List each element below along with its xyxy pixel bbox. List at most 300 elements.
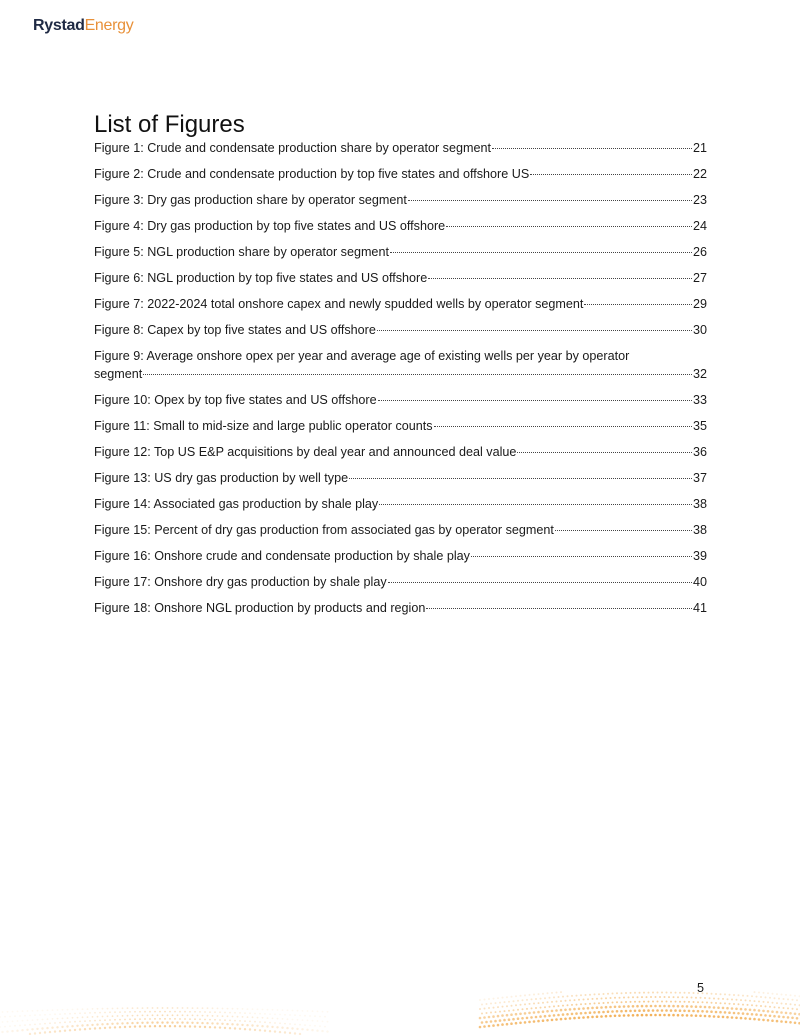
decorative-dot: [609, 1015, 612, 1018]
decorative-dot: [87, 1016, 89, 1018]
decorative-dot: [643, 1009, 646, 1012]
list-of-figures: [94, 140, 707, 626]
decorative-dot: [526, 1017, 529, 1020]
decorative-dot: [619, 997, 621, 999]
decorative-dot: [724, 1002, 726, 1004]
decorative-dot: [767, 1001, 769, 1003]
decorative-dot: [24, 1015, 26, 1017]
decorative-dot: [64, 1013, 66, 1015]
decorative-dot: [720, 993, 722, 995]
decorative-dot: [749, 1009, 752, 1012]
toc-entry[interactable]: [94, 470, 707, 486]
decorative-dot: [711, 1002, 713, 1004]
decorative-dot: [187, 1007, 189, 1009]
decorative-dot: [199, 1011, 201, 1013]
decorative-dot: [488, 1007, 490, 1009]
toc-entry[interactable]: [94, 348, 707, 382]
decorative-dot: [774, 1006, 776, 1008]
toc-entry-text: Figure 9: Average onshore opex per year and average age of existing wells per year by operator: [94, 349, 630, 363]
decorative-dot: [634, 1010, 637, 1013]
decorative-dot: [495, 1011, 497, 1013]
decorative-dot: [169, 1011, 171, 1013]
decorative-dot: [227, 1015, 229, 1017]
decorative-dot: [493, 998, 495, 1000]
decorative-dot: [758, 1001, 760, 1003]
decorative-dot: [111, 1023, 113, 1025]
decorative-dot: [4, 1016, 6, 1018]
decorative-dot: [262, 1017, 264, 1019]
decorative-dot: [202, 1007, 204, 1009]
decorative-dot: [641, 1005, 644, 1008]
decorative-dot: [490, 1003, 492, 1005]
decorative-dot: [151, 1021, 153, 1023]
toc-entry-text: Figure 1: Crude and condensate production share by operator segment: [94, 141, 491, 155]
toc-page-number: 21: [692, 141, 707, 155]
decorative-dot: [713, 1006, 716, 1009]
toc-entry[interactable]: [94, 496, 707, 512]
decorative-dot: [630, 1001, 632, 1003]
decorative-dot: [186, 1022, 188, 1024]
decorative-dot: [241, 1024, 243, 1026]
toc-entry[interactable]: [94, 548, 707, 564]
decorative-dot: [785, 1003, 787, 1005]
decorative-dot: [629, 1010, 632, 1013]
decorative-dot: [564, 1018, 567, 1021]
decorative-dot: [733, 1003, 735, 1005]
decorative-dot: [751, 995, 753, 997]
decorative-dot: [121, 1022, 123, 1024]
decorative-dot: [607, 993, 609, 995]
decorative-dot: [506, 1014, 509, 1017]
toc-entry[interactable]: [94, 166, 707, 182]
decorative-dot: [74, 1021, 76, 1023]
decorative-dot: [499, 1019, 502, 1022]
decorative-dot: [492, 1024, 495, 1027]
decorative-dot: [592, 998, 594, 1000]
decorative-dot: [630, 992, 632, 994]
decorative-dot: [247, 1008, 249, 1010]
decorative-dot: [533, 994, 535, 996]
decorative-dot: [778, 998, 780, 1000]
decorative-dot: [12, 1011, 14, 1013]
decorative-dot: [623, 997, 625, 999]
decorative-dot: [659, 1014, 662, 1017]
decorative-dot: [224, 1012, 226, 1014]
decorative-dot: [731, 1016, 734, 1019]
decorative-dot: [99, 1020, 101, 1022]
toc-entry[interactable]: [94, 418, 707, 434]
decorative-dot: [533, 1020, 536, 1023]
decorative-dot: [746, 1013, 749, 1016]
decorative-dot: [535, 1016, 538, 1019]
decorative-dot: [683, 1010, 686, 1013]
toc-page-number: 23: [692, 193, 707, 207]
decorative-dot: [81, 1024, 83, 1026]
decorative-dot: [4, 1026, 6, 1028]
decorative-dot: [789, 1021, 792, 1024]
decorative-dot: [112, 1015, 114, 1017]
toc-page-number: 33: [692, 393, 707, 407]
decorative-dot: [102, 1008, 104, 1010]
decorative-dot: [164, 1025, 166, 1027]
decorative-dot: [650, 1014, 653, 1017]
decorative-dot: [42, 1019, 44, 1021]
decorative-dot: [501, 1014, 504, 1017]
decorative-dot: [54, 1022, 56, 1024]
decorative-dot: [227, 1008, 229, 1010]
decorative-dot: [69, 1021, 71, 1023]
decorative-dot: [508, 1010, 510, 1012]
decorative-dot: [109, 1011, 111, 1013]
decorative-dot: [623, 1014, 626, 1017]
decorative-dot: [137, 1007, 139, 1009]
decorative-dot: [304, 1015, 306, 1017]
decorative-dot: [56, 1026, 58, 1028]
toc-entry[interactable]: [94, 522, 707, 538]
decorative-dot: [169, 1018, 171, 1020]
decorative-dot: [605, 1015, 608, 1018]
decorative-dot: [199, 1026, 201, 1028]
decorative-dot: [711, 993, 713, 995]
decorative-dot: [37, 1019, 39, 1021]
toc-entry-text-continued: segment: [94, 367, 143, 381]
decorative-dot: [74, 1029, 76, 1031]
decorative-dot: [294, 1024, 296, 1026]
decorative-dot: [506, 996, 508, 998]
decorative-dot: [621, 1001, 623, 1003]
decorative-dot: [497, 1006, 499, 1008]
decorative-dot: [281, 1027, 283, 1029]
decorative-dot: [194, 1011, 196, 1013]
toc-entry-text: Figure 4: Dry gas production by top five states and US offshore: [94, 219, 446, 233]
decorative-dot: [796, 1008, 798, 1010]
decorative-dot: [738, 994, 740, 996]
toc-entry[interactable]: [94, 444, 707, 460]
decorative-dot: [558, 996, 560, 998]
decorative-dot: [539, 1015, 542, 1018]
toc-page-number: 38: [692, 497, 707, 511]
decorative-dot: [535, 1007, 537, 1009]
decorative-dot: [117, 1008, 119, 1010]
decorative-dot: [147, 1007, 149, 1009]
decorative-dot: [571, 1004, 573, 1006]
decorative-dot: [520, 1004, 522, 1006]
decorative-dot: [144, 1011, 146, 1013]
decorative-dot: [519, 1022, 522, 1025]
decorative-dot: [327, 1011, 329, 1013]
decorative-dot: [129, 1011, 131, 1013]
decorative-dot: [522, 1008, 524, 1010]
decorative-dot: [596, 1006, 599, 1009]
decorative-dot: [319, 1016, 321, 1018]
decorative-dot: [656, 1009, 659, 1012]
decorative-dot: [122, 1015, 124, 1017]
decorative-dot: [776, 1020, 779, 1023]
toc-entry[interactable]: [94, 270, 707, 286]
decorative-dot: [214, 1026, 216, 1028]
decorative-dot: [720, 1002, 722, 1004]
decorative-dot: [610, 997, 612, 999]
decorative-dot: [551, 1001, 553, 1003]
decorative-dot: [555, 1018, 558, 1021]
decorative-dot: [9, 1016, 11, 1018]
decorative-dot: [771, 1010, 774, 1013]
toc-page-number: 26: [692, 245, 707, 259]
decorative-dot: [101, 1023, 103, 1025]
decorative-dot: [167, 1007, 169, 1009]
decorative-dot: [776, 1011, 779, 1014]
decorative-dot: [648, 992, 650, 994]
decorative-dot: [321, 1030, 323, 1032]
decorative-dot: [517, 1000, 519, 1002]
decorative-dot: [490, 1020, 493, 1023]
decorative-dot: [506, 1023, 509, 1026]
decorative-dot: [549, 997, 551, 999]
decorative-dot: [147, 1015, 149, 1017]
decorative-dot: [524, 994, 526, 996]
decorative-dot: [292, 1019, 294, 1021]
decorative-dot: [49, 1031, 51, 1033]
decorative-dot: [229, 1020, 231, 1022]
decorative-dot: [181, 1021, 183, 1023]
decorative-dot: [724, 1011, 727, 1014]
decorative-dot: [769, 997, 771, 999]
toc-entry[interactable]: [94, 392, 707, 408]
decorative-dot: [12, 1021, 14, 1023]
toc-entry[interactable]: [94, 244, 707, 260]
decorative-dot: [164, 1018, 166, 1020]
decorative-dot: [167, 1014, 169, 1016]
toc-entry-text: Figure 3: Dry gas production share by operator segment: [94, 193, 407, 207]
decorative-dot: [616, 992, 618, 994]
decorative-dot: [493, 1007, 495, 1009]
decorative-dot: [576, 1004, 578, 1006]
decorative-dot: [589, 1003, 591, 1005]
dot-leader: [377, 329, 692, 331]
decorative-dot: [481, 1021, 484, 1024]
toc-page-number: 24: [692, 219, 707, 233]
decorative-dot: [553, 996, 555, 998]
decorative-dot: [297, 1010, 299, 1012]
decorative-dot: [39, 1032, 41, 1034]
decorative-dot: [244, 1020, 246, 1022]
decorative-dot: [62, 1009, 64, 1011]
decorative-dot: [484, 999, 486, 1001]
decorative-dot: [538, 993, 540, 995]
decorative-dot: [584, 1012, 587, 1015]
decorative-dot: [704, 997, 706, 999]
dot-leader: [143, 373, 692, 375]
decorative-dot: [677, 996, 679, 998]
decorative-dot: [701, 1010, 704, 1013]
decorative-dot: [221, 1023, 223, 1025]
decorative-dot: [177, 1007, 179, 1009]
dot-leader: [471, 555, 692, 557]
company-logo: [33, 16, 133, 36]
toc-entry[interactable]: [94, 322, 707, 338]
decorative-dot: [174, 1025, 176, 1027]
decorative-dot: [239, 1028, 241, 1030]
decorative-dot: [292, 1010, 294, 1012]
decorative-dot: [197, 1015, 199, 1017]
toc-entry[interactable]: [94, 600, 707, 616]
decorative-dot: [234, 1020, 236, 1022]
decorative-dot: [637, 996, 639, 998]
decorative-dot: [580, 1012, 583, 1015]
decorative-dot: [666, 1001, 668, 1003]
decorative-dot: [763, 992, 765, 994]
decorative-dot: [632, 1014, 635, 1017]
toc-entry-text: Figure 18: Onshore NGL production by products and region: [94, 601, 426, 615]
decorative-dot: [585, 994, 587, 996]
decorative-dot: [625, 1001, 627, 1003]
decorative-dot: [661, 1009, 664, 1012]
decorative-dot: [154, 1018, 156, 1020]
decorative-dot: [19, 1015, 21, 1017]
decorative-dot: [127, 1015, 129, 1017]
decorative-dot: [479, 1017, 482, 1020]
decorative-dot: [549, 1006, 551, 1008]
decorative-dot: [646, 996, 648, 998]
decorative-dot: [22, 1020, 24, 1022]
decorative-dot: [107, 1015, 109, 1017]
decorative-dot: [79, 1028, 81, 1030]
decorative-dot: [598, 1002, 600, 1004]
decorative-dot: [647, 1009, 650, 1012]
decorative-dot: [612, 1002, 614, 1004]
decorative-dot: [515, 995, 517, 997]
decorative-dot: [794, 995, 796, 997]
decorative-dot: [149, 1011, 151, 1013]
decorative-dot: [149, 1025, 151, 1027]
decorative-dot: [257, 1017, 259, 1019]
decorative-dot: [519, 1013, 522, 1016]
decorative-dot: [272, 1009, 274, 1011]
decorative-dot: [781, 1003, 783, 1005]
decorative-dot: [179, 1025, 181, 1027]
decorative-dot: [792, 999, 794, 1001]
decorative-dot: [663, 1005, 666, 1008]
decorative-dot: [787, 1016, 790, 1019]
decorative-dot: [693, 992, 695, 994]
decorative-dot: [560, 1018, 563, 1021]
decorative-dot: [756, 1005, 758, 1007]
decorative-dot: [524, 1003, 526, 1005]
decorative-dot: [197, 1007, 199, 1009]
decorative-dot: [512, 1018, 515, 1021]
decorative-dot: [49, 1022, 51, 1024]
decorative-dot: [564, 1009, 567, 1012]
decorative-dot: [322, 1011, 324, 1013]
decorative-dot: [481, 1004, 483, 1006]
toc-entry[interactable]: [94, 140, 707, 156]
decorative-dot: [670, 1009, 673, 1012]
decorative-dot: [794, 1013, 797, 1016]
decorative-dot: [254, 1021, 256, 1023]
toc-entry-text: Figure 10: Opex by top five states and US offshore: [94, 393, 377, 407]
decorative-dot: [144, 1018, 146, 1020]
decorative-dot: [511, 996, 513, 998]
decorative-dot: [44, 1014, 46, 1016]
decorative-dot: [179, 1018, 181, 1020]
decorative-dot: [104, 1019, 106, 1021]
toc-entry[interactable]: [94, 192, 707, 208]
decorative-dot: [679, 992, 681, 994]
toc-page-number: 38: [692, 523, 707, 537]
toc-entry[interactable]: [94, 296, 707, 312]
decorative-dot: [127, 1007, 129, 1009]
decorative-dot: [164, 1011, 166, 1013]
decorative-dot: [32, 1010, 34, 1012]
decorative-dot: [531, 998, 533, 1000]
decorative-dot: [690, 1005, 693, 1008]
decorative-dot: [580, 1003, 582, 1005]
decorative-dot: [790, 1003, 792, 1005]
decorative-dot: [189, 1018, 191, 1020]
decorative-dot: [64, 1030, 66, 1032]
decorative-dot: [776, 993, 778, 995]
decorative-dot: [34, 1024, 36, 1026]
decorative-dot: [668, 996, 670, 998]
decorative-dot: [611, 1010, 614, 1013]
decorative-dot: [67, 1017, 69, 1019]
decorative-dot: [24, 1024, 26, 1026]
decorative-dot: [254, 1029, 256, 1031]
decorative-dot: [758, 1018, 761, 1021]
dot-leader: [379, 503, 692, 505]
decorative-dot: [643, 1001, 645, 1003]
decorative-dot: [34, 1014, 36, 1016]
decorative-dot: [566, 1013, 569, 1016]
decorative-dot: [538, 1002, 540, 1004]
decorative-dot: [307, 1020, 309, 1022]
decorative-dot: [289, 1014, 291, 1016]
decorative-dot: [54, 1030, 56, 1032]
decorative-dot: [695, 997, 697, 999]
decorative-dot: [587, 1007, 590, 1010]
decorative-dot: [522, 999, 524, 1001]
decorative-dot: [44, 1023, 46, 1025]
decorative-dot: [728, 1011, 731, 1014]
decorative-dot: [39, 1014, 41, 1016]
decorative-dot: [508, 1001, 510, 1003]
toc-page-number: 41: [692, 601, 707, 615]
decorative-dot: [693, 1001, 695, 1003]
decorative-dot: [706, 1002, 708, 1004]
decorative-dot: [39, 1023, 41, 1025]
decorative-dot: [632, 1005, 635, 1008]
decorative-dot: [14, 1025, 16, 1027]
decorative-dot: [778, 1015, 781, 1018]
decorative-dot: [677, 1014, 680, 1017]
decorative-dot: [289, 1032, 291, 1034]
decorative-dot: [174, 1018, 176, 1020]
decorative-dot: [272, 1018, 274, 1020]
decorative-dot: [521, 1017, 524, 1020]
decorative-dot: [194, 1025, 196, 1027]
decorative-dot: [481, 1013, 483, 1015]
decorative-dot: [679, 1001, 681, 1003]
decorative-dot: [672, 1005, 675, 1008]
decorative-dot: [299, 1015, 301, 1017]
decorative-dot: [84, 1028, 86, 1030]
decorative-dot: [89, 1028, 91, 1030]
decorative-dot: [700, 997, 702, 999]
toc-entry[interactable]: [94, 218, 707, 234]
toc-entry[interactable]: [94, 574, 707, 590]
decorative-dot: [17, 1011, 19, 1013]
decorative-dot: [690, 1014, 693, 1017]
